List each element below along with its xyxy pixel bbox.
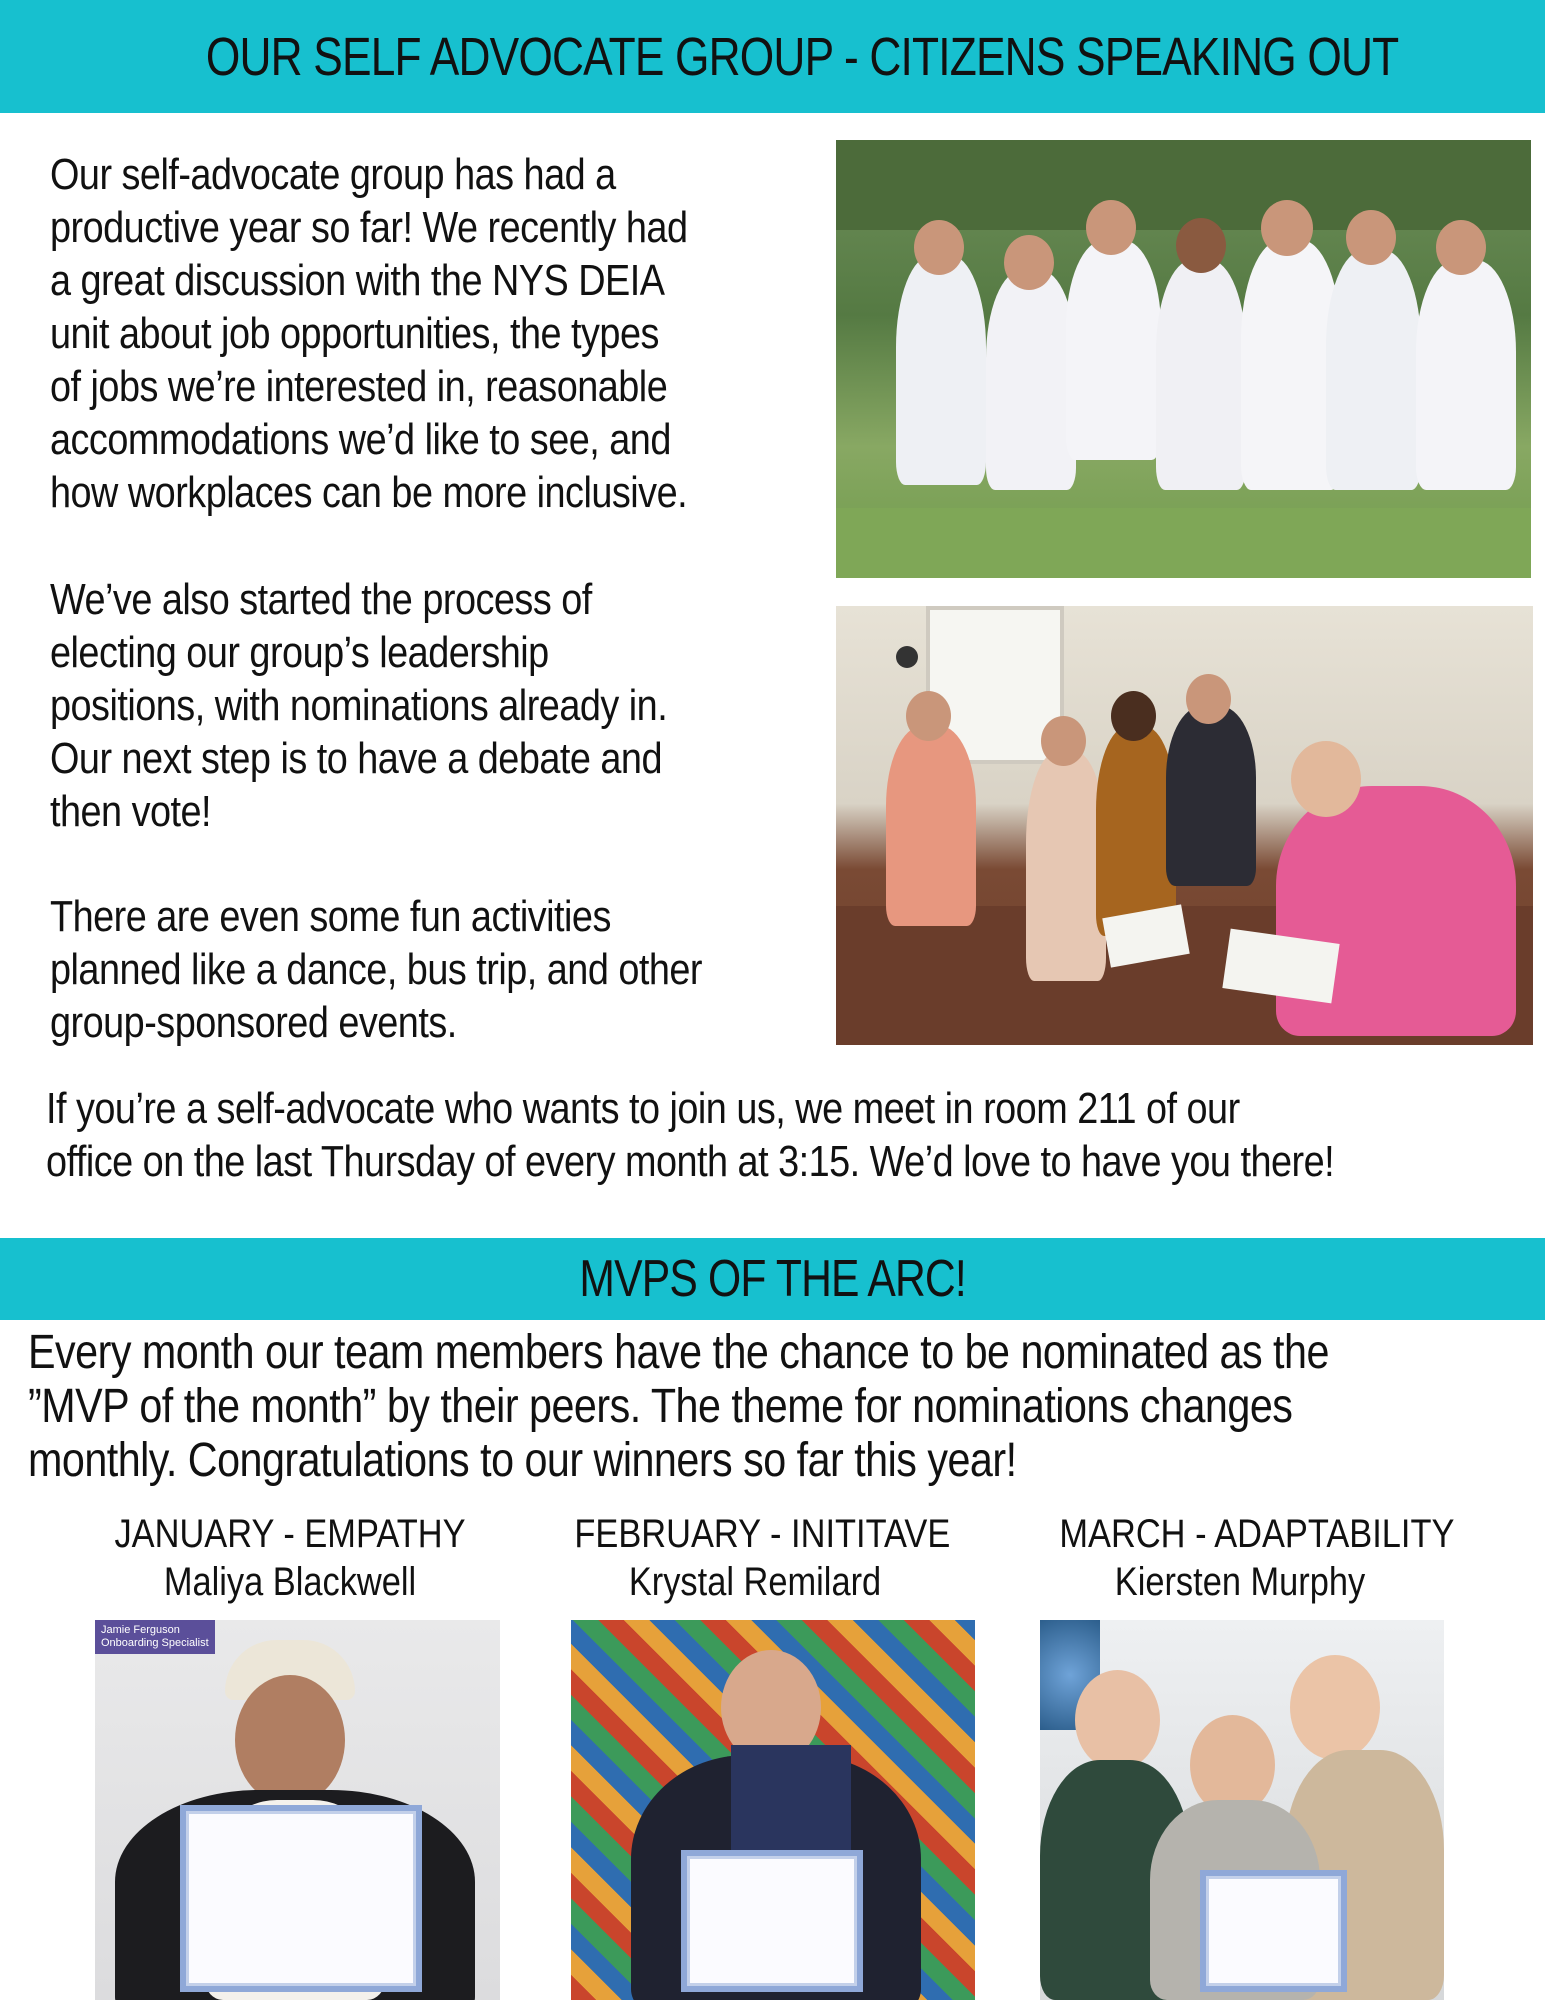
section-title: MVPS OF THE ARC! [579, 1250, 966, 1308]
paragraph-discussion: Our self-advocate group has had a productive year so far! We recently had a great discussion with the NYS DEIA unit about job opportunities, the types of jobs we’re interested in, reasonable accommodations we’d like to see, and how workplaces can be more inclusive. [50, 150, 688, 517]
mvp-winner-name: Krystal Remilard [628, 1560, 882, 1604]
paragraph-join-info: If you’re a self-advocate who wants to join us, we meet in room 211 of our office on the last Thursday of every month at 3:15. We’d love to have you there! [46, 1084, 1335, 1186]
mvp-photo-february [571, 1620, 975, 2000]
paragraph-activities: There are even some fun activities planned like a dance, bus trip, and other group-sponsored events. [50, 892, 703, 1047]
group-photo-meeting-room [836, 606, 1533, 1045]
mvp-photo-january [95, 1620, 500, 2000]
section-banner-self-advocate [0, 0, 1545, 113]
mvp-winner-name: Maliya Blackwell [163, 1560, 417, 1604]
mvp-march [1030, 1510, 1455, 1606]
mvp-january [80, 1510, 500, 1606]
section-title: OUR SELF ADVOCATE GROUP - CITIZENS SPEAKING OUT [206, 26, 1399, 87]
mvp-month-theme: MARCH - ADAPTABILITY [1059, 1512, 1455, 1556]
name-badge [95, 1620, 215, 1654]
badge-role: Onboarding Specialist [101, 1637, 209, 1649]
mvp-february [545, 1510, 965, 1606]
mvp-month-theme: FEBRUARY - INITITAVE [574, 1512, 951, 1556]
mvp-winner-name: Kiersten Murphy [1114, 1560, 1366, 1604]
mvp-photo-march [1040, 1620, 1444, 2000]
section-banner-mvps [0, 1238, 1545, 1320]
badge-name: Jamie Ferguson [101, 1624, 180, 1636]
paragraph-mvp-intro: Every month our team members have the chance to be nominated as the ”MVP of the month” by their peers. The theme for nominations changes monthly. Congratulations to our winners so far this year! [28, 1326, 1329, 1487]
mvp-month-theme: JANUARY - EMPATHY [114, 1512, 466, 1556]
paragraph-elections: We’ve also started the process of electing our group’s leadership positions, with nominations already in. Our next step is to have a debate and then vote! [50, 575, 668, 836]
group-photo-outdoors [836, 140, 1531, 578]
